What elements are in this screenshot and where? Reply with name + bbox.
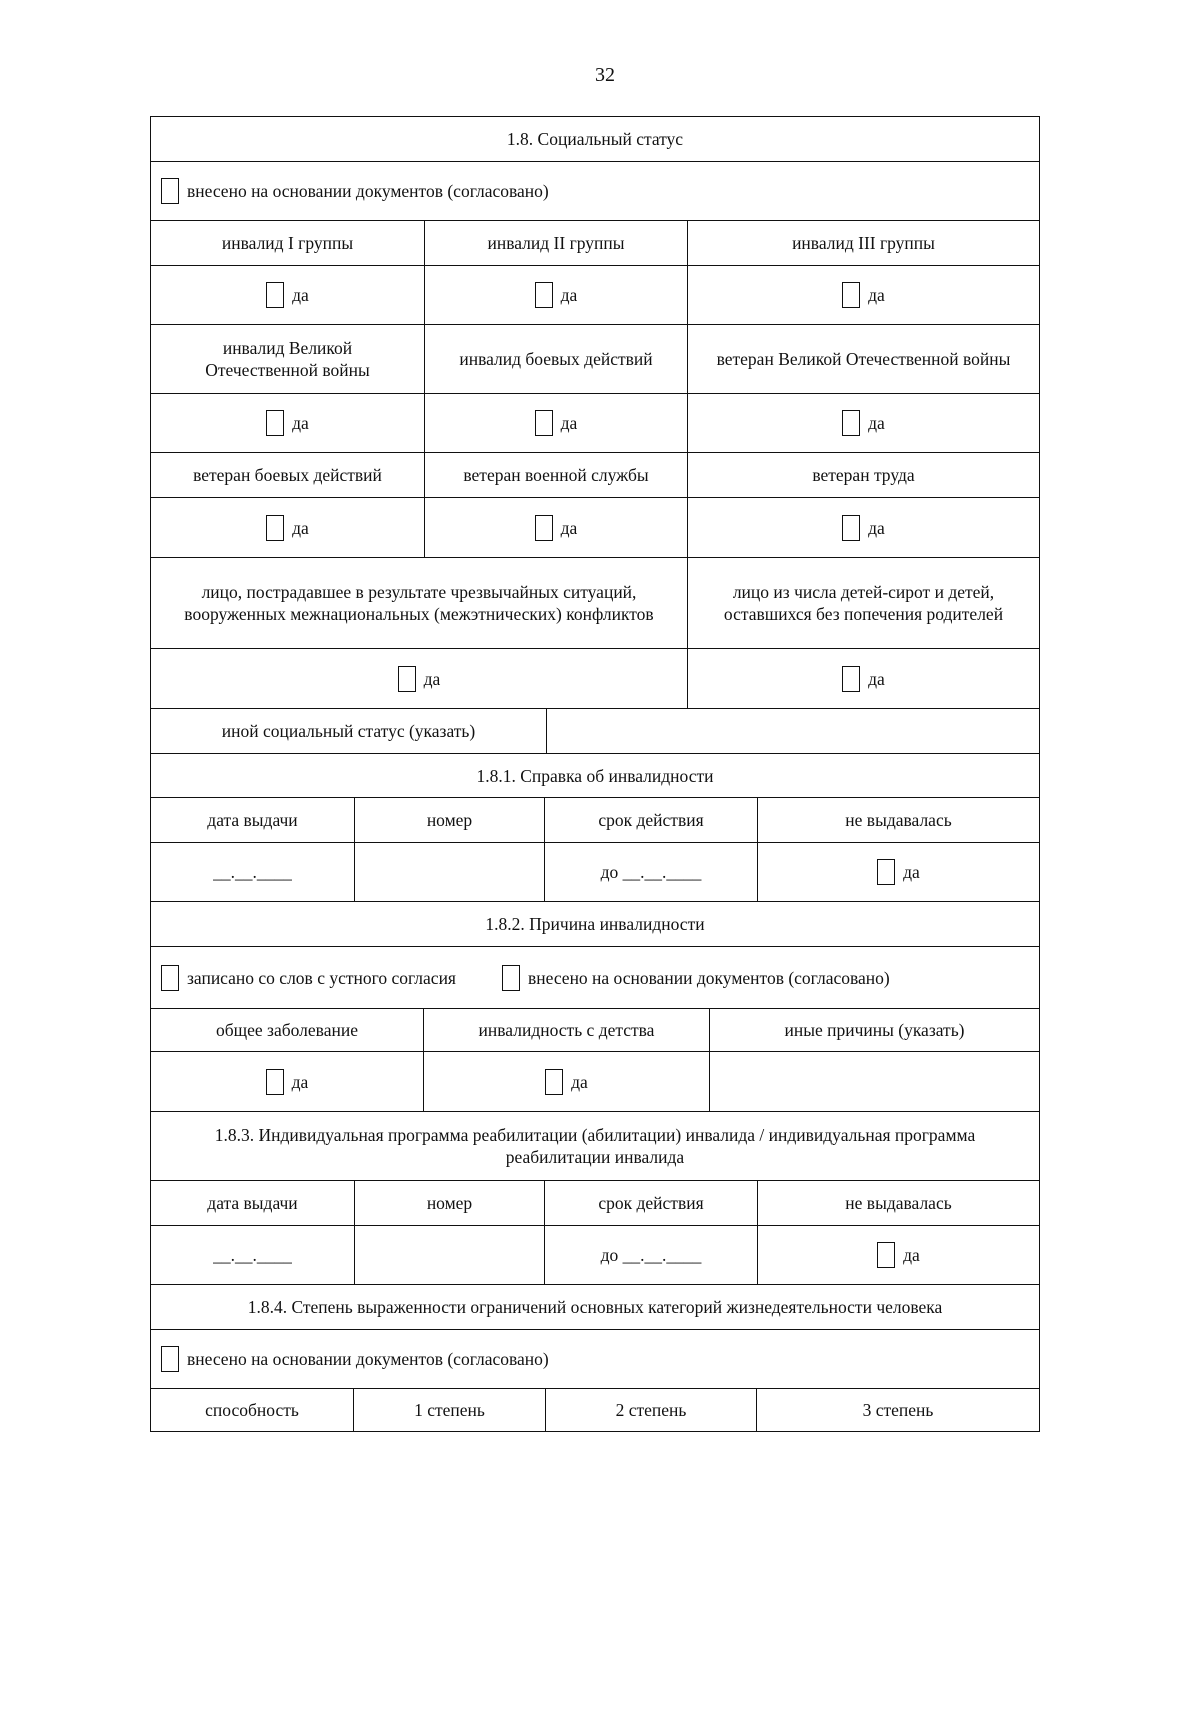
label-group-2: инвалид II группы (424, 221, 687, 265)
program-values (151, 1225, 1039, 1284)
yes-label: да (868, 413, 885, 433)
veteran-checks (151, 497, 1039, 557)
label-combat-veteran: ветеран боевых действий (193, 465, 382, 485)
validity-field[interactable]: до __.__.____ (544, 843, 757, 901)
header-degree-1: 1 степень (353, 1389, 545, 1431)
other-status-field[interactable] (546, 709, 1039, 753)
childhood-checkbox[interactable] (545, 1069, 563, 1095)
other-causes-field[interactable] (709, 1052, 1039, 1111)
program-headers (151, 1180, 1039, 1225)
header-validity: срок действия (544, 798, 757, 842)
section-1-8-1-title: 1.8.1. Справка об инвалидности (476, 765, 714, 786)
label-group-1: инвалид I группы (221, 233, 354, 253)
yes-label: да (868, 517, 885, 538)
limitations-docs-checkbox[interactable] (161, 1346, 179, 1372)
header-childhood: инвалидность с детства (423, 1009, 709, 1051)
certificate-values (151, 842, 1039, 901)
cause-headers (151, 1008, 1039, 1051)
wwii-veteran-checkbox[interactable] (842, 410, 860, 436)
yes-label: да (292, 413, 309, 433)
label-military-veteran: ветеран военной службы (424, 453, 687, 497)
header-number: номер (354, 1181, 544, 1225)
section-1-8-header (151, 117, 1039, 161)
header-number: номер (354, 798, 544, 842)
cause-values (151, 1051, 1039, 1111)
yes-label: да (868, 285, 885, 305)
section-1-8-1-header (151, 753, 1039, 797)
military-veteran-checkbox[interactable] (535, 515, 553, 541)
emergency-victim-checkbox[interactable] (398, 666, 416, 692)
section-1-8-4-header (151, 1284, 1039, 1329)
special-status-checks (151, 648, 1039, 708)
combat-veteran-checkbox[interactable] (266, 515, 284, 541)
header-other-causes: иные причины (указать) (709, 1009, 1039, 1051)
social-status-form (150, 116, 1040, 1432)
header-general-disease: общее заболевание (216, 1020, 358, 1040)
header-ability: способность (205, 1400, 299, 1420)
not-issued-checkbox[interactable] (877, 859, 895, 885)
program-number-field[interactable] (354, 1226, 544, 1284)
label-orphan: лицо из числа детей-сирот и детей, оставшихся без попечения родителей (687, 558, 1039, 648)
number-field[interactable] (354, 843, 544, 901)
label-wwii-veteran: ветеран Великой Отечественной войны (687, 325, 1039, 393)
header-validity: срок действия (544, 1181, 757, 1225)
yes-label: да (560, 285, 578, 305)
yes-label: да (560, 413, 578, 433)
label-other-status: иной социальный статус (указать) (221, 721, 476, 741)
war-status-labels (151, 324, 1039, 393)
yes-label: да (868, 668, 885, 689)
program-issue-date-field[interactable]: __.__.____ (213, 1245, 292, 1265)
combat-invalid-checkbox[interactable] (535, 410, 553, 436)
yes-label: да (903, 862, 920, 882)
docs-checkbox[interactable] (161, 178, 179, 204)
certificate-headers (151, 797, 1039, 842)
header-degree-3: 3 степень (756, 1389, 1039, 1431)
cause-source-row (151, 946, 1039, 1008)
veteran-labels (151, 452, 1039, 497)
label-labor-veteran: ветеран труда (687, 453, 1039, 497)
yes-label: да (291, 1071, 309, 1092)
header-issue-date: дата выдачи (207, 810, 298, 830)
yes-label: да (292, 285, 309, 305)
docs-checkbox-label: внесено на основании документов (согласовано) (187, 181, 549, 201)
limitations-docs-label: внесено на основании документов (согласовано) (187, 1349, 549, 1369)
wwii-invalid-checkbox[interactable] (266, 410, 284, 436)
page-number: 32 (595, 64, 615, 86)
section-1-8-doc-row (151, 161, 1039, 220)
disability-group-checks (151, 265, 1039, 324)
yes-label: да (560, 517, 578, 538)
label-group-3: инвалид III группы (687, 221, 1039, 265)
yes-label: да (903, 1245, 920, 1265)
other-status-row (151, 708, 1039, 753)
section-1-8-title: 1.8. Социальный статус (506, 129, 684, 149)
section-1-8-4-title: 1.8.4. Степень выраженности ограничений основных категорий жизнедеятельности человека (247, 1297, 943, 1317)
war-status-checks (151, 393, 1039, 452)
group-3-checkbox[interactable] (842, 282, 860, 308)
disability-group-labels (151, 220, 1039, 265)
label-combat-invalid: инвалид боевых действий (424, 325, 687, 393)
group-1-checkbox[interactable] (266, 282, 284, 308)
header-degree-2: 2 степень (545, 1389, 756, 1431)
section-1-8-3-header (151, 1111, 1039, 1180)
header-issue-date: дата выдачи (207, 1193, 298, 1213)
special-status-labels (151, 557, 1039, 648)
header-not-issued: не выдавалась (757, 1181, 1039, 1225)
orphan-checkbox[interactable] (842, 666, 860, 692)
oral-consent-label: записано со слов с устного согласия (187, 967, 456, 988)
label-emergency-victim: лицо, пострадавшее в результате чрезвычайных ситуаций, вооруженных межнациональных (межэтнических) конфликтов (184, 582, 654, 624)
section-1-8-4-doc-row (151, 1329, 1039, 1388)
yes-label: да (292, 517, 309, 538)
cause-docs-checkbox[interactable] (502, 965, 520, 991)
section-1-8-2-title: 1.8.2. Причина инвалидности (485, 914, 705, 934)
oral-consent-checkbox[interactable] (161, 965, 179, 991)
yes-label: да (571, 1071, 588, 1092)
section-1-8-3-title: 1.8.3. Индивидуальная программа реабилитации (абилитации) инвалида / индивидуальная программа реабилитации инвалида (214, 1125, 976, 1167)
program-validity-field[interactable]: до __.__.____ (544, 1226, 757, 1284)
labor-veteran-checkbox[interactable] (842, 515, 860, 541)
section-1-8-2-header (151, 901, 1039, 946)
group-2-checkbox[interactable] (535, 282, 553, 308)
issue-date-field[interactable]: __.__.____ (213, 862, 292, 882)
cause-docs-label: внесено на основании документов (согласовано) (527, 967, 890, 988)
yes-label: да (423, 668, 441, 689)
limitations-headers (151, 1388, 1039, 1431)
program-not-issued-checkbox[interactable] (877, 1242, 895, 1268)
label-wwii-invalid: инвалид Великой Отечественной войны (205, 338, 370, 380)
general-disease-checkbox[interactable] (266, 1069, 284, 1095)
header-not-issued: не выдавалась (757, 798, 1039, 842)
